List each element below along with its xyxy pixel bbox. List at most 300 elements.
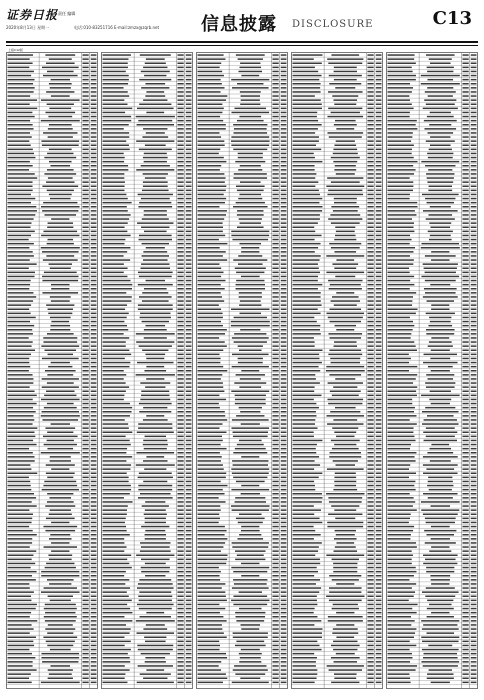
table-cell-text	[430, 321, 451, 323]
table-cell-text	[376, 673, 382, 675]
table-cell-text	[103, 333, 124, 335]
table-cell-text	[8, 136, 32, 138]
table-cell-text	[8, 366, 31, 368]
table-cell-text	[272, 280, 278, 282]
table-cell-text	[198, 333, 226, 335]
table-cell-text	[237, 120, 264, 122]
table-cell-text	[82, 153, 88, 155]
table-cell-text	[177, 218, 183, 220]
table-cell-text	[471, 190, 477, 192]
table-cell-text	[103, 669, 130, 671]
table-cell-text	[233, 637, 268, 639]
table-cell-text	[91, 132, 97, 134]
table-cell-text	[8, 132, 30, 134]
table-cell-text	[281, 140, 287, 142]
table-cell-text	[272, 411, 278, 413]
table-cell-text	[51, 362, 70, 364]
table-cell-text	[462, 657, 468, 659]
table-cell-text	[177, 661, 183, 663]
table-cell-text	[103, 514, 127, 516]
table-cell-text	[272, 673, 278, 675]
table-cell-text	[388, 678, 411, 680]
table-cell-text	[471, 485, 477, 487]
table-cell-text	[462, 407, 468, 409]
table-cell-text	[177, 673, 183, 675]
table-cell-text	[272, 522, 278, 524]
table-cell-text	[146, 378, 164, 380]
table-cell-text	[186, 678, 192, 680]
table-cell-text	[471, 177, 477, 179]
table-cell-text	[186, 661, 192, 663]
table-cell-text	[424, 288, 457, 290]
table-cell-text	[462, 509, 468, 511]
table-cell-text	[141, 567, 170, 569]
table-cell-text	[471, 637, 477, 639]
table-cell-text	[272, 440, 278, 442]
table-cell-text	[367, 313, 373, 315]
table-cell-text	[388, 645, 417, 647]
table-cell-text	[426, 140, 455, 142]
table-cell-text	[328, 218, 362, 220]
table-cell-text	[103, 386, 130, 388]
table-cell-text	[177, 202, 183, 204]
table-cell-text	[376, 222, 382, 224]
table-cell-text	[177, 181, 183, 183]
table-cell-text	[388, 227, 414, 229]
table-cell-text	[388, 366, 418, 368]
table-cell-text	[471, 678, 477, 680]
table-cell-text	[376, 546, 382, 548]
table-cell-text	[462, 382, 468, 384]
table-cell-text	[388, 485, 415, 487]
table-cell-text	[186, 419, 192, 421]
table-cell-text	[103, 181, 125, 183]
table-cell-text	[388, 682, 411, 684]
table-cell-text	[329, 136, 362, 138]
table-cell-text	[367, 600, 373, 602]
table-cell-text	[46, 518, 75, 520]
table-cell-text	[426, 567, 454, 569]
table-cell-text	[186, 505, 192, 507]
table-cell-text	[198, 399, 227, 401]
table-cell-text	[388, 591, 416, 593]
table-cell-text	[328, 190, 362, 192]
table-cell-text	[231, 79, 269, 81]
table-cell-text	[233, 604, 267, 606]
table-cell-text	[331, 157, 360, 159]
table-cell-text	[82, 116, 88, 118]
table-cell-text	[293, 177, 316, 179]
table-cell-text	[471, 620, 477, 622]
table-cell-text	[82, 313, 88, 315]
table-cell-text	[388, 501, 416, 503]
table-cell-text	[376, 259, 382, 261]
table-cell-text	[232, 366, 269, 368]
table-cell-text	[241, 493, 260, 495]
table-cell-text	[139, 345, 172, 347]
table-cell-text	[198, 682, 223, 684]
page-number: C13	[432, 8, 472, 29]
table-cell-text	[329, 83, 361, 85]
table-cell-text	[103, 493, 130, 495]
table-cell-text	[471, 83, 477, 85]
table-cell-text	[91, 259, 97, 261]
table-cell-text	[388, 559, 412, 561]
table-cell-text	[272, 91, 278, 93]
table-cell-text	[82, 71, 88, 73]
table-cell-text	[144, 514, 167, 516]
table-cell-text	[376, 272, 382, 274]
table-cell-text	[177, 206, 183, 208]
table-cell-text	[376, 616, 382, 618]
table-cell-text	[186, 411, 192, 413]
table-cell-text	[388, 534, 411, 536]
table-cell-text	[43, 202, 77, 204]
table-cell-text	[50, 165, 70, 167]
table-cell-text	[82, 280, 88, 282]
table-cell-text	[272, 403, 278, 405]
table-cell-text	[49, 514, 72, 516]
table-cell-text	[177, 214, 183, 216]
table-cell-text	[177, 284, 183, 286]
table-cell-text	[428, 366, 453, 368]
table-cell-text	[272, 202, 278, 204]
table-cell-text	[103, 473, 127, 475]
table-cell-text	[376, 370, 382, 372]
table-cell-text	[45, 604, 76, 606]
table-cell-text	[471, 440, 477, 442]
table-cell-text	[48, 309, 73, 311]
table-cell-text	[293, 653, 315, 655]
table-cell-text	[186, 374, 192, 376]
table-cell-text	[186, 399, 192, 401]
table-cell-text	[293, 559, 320, 561]
table-cell-text	[388, 321, 414, 323]
table-cell-text	[140, 673, 171, 675]
table-cell-text	[281, 657, 287, 659]
table-cell-text	[388, 399, 413, 401]
table-cell-text	[82, 251, 88, 253]
table-cell-text	[145, 501, 165, 503]
table-cell-text	[367, 108, 373, 110]
table-cell-text	[376, 198, 382, 200]
table-cell-text	[91, 591, 97, 593]
table-cell-text	[272, 263, 278, 265]
table-cell-text	[91, 637, 97, 639]
table-cell-text	[367, 481, 373, 483]
table-cell-text	[103, 653, 128, 655]
table-cell-text	[82, 157, 88, 159]
table-cell-text	[82, 427, 88, 429]
table-cell-text	[330, 358, 360, 360]
table-cell-text	[462, 288, 468, 290]
table-cell-text	[186, 673, 192, 675]
table-cell-text	[91, 300, 97, 302]
table-cell-text	[281, 550, 287, 552]
table-cell-text	[198, 194, 224, 196]
table-cell-text	[429, 186, 452, 188]
table-cell-text	[423, 464, 458, 466]
table-cell-text	[8, 169, 30, 171]
table-cell-text	[198, 628, 223, 630]
table-cell-text	[198, 587, 222, 589]
table-cell-text	[186, 600, 192, 602]
table-cell-text	[8, 300, 34, 302]
table-cell-text	[471, 325, 477, 327]
table-cell-text	[103, 542, 125, 544]
table-cell-text	[293, 75, 322, 77]
table-cell-text	[431, 682, 450, 684]
table-cell-text	[281, 419, 287, 421]
table-cell-text	[82, 579, 88, 581]
table-cell-text	[471, 452, 477, 454]
table-cell-text	[367, 140, 373, 142]
table-cell-text	[48, 555, 72, 557]
table-cell-text	[471, 649, 477, 651]
table-cell-text	[367, 628, 373, 630]
table-cell-text	[198, 296, 222, 298]
table-cell-text	[462, 559, 468, 561]
table-cell-text	[177, 407, 183, 409]
table-cell-text	[186, 440, 192, 442]
table-cell-text	[421, 247, 460, 249]
table-cell-text	[427, 71, 453, 73]
table-cell-text	[471, 354, 477, 356]
table-cell-text	[462, 366, 468, 368]
table-cell-text	[233, 579, 267, 581]
table-cell-text	[431, 259, 449, 261]
table-cell-text	[103, 550, 125, 552]
table-cell-text	[198, 104, 223, 106]
table-cell-text	[177, 54, 183, 56]
table-cell-text	[103, 641, 131, 643]
table-cell-text	[186, 263, 192, 265]
table-cell-text	[8, 620, 38, 622]
table-cell-text	[82, 522, 88, 524]
table-cell-text	[336, 624, 354, 626]
table-cell-text	[8, 304, 32, 306]
table-cell-text	[142, 255, 169, 257]
table-cell-text	[376, 116, 382, 118]
table-cell-text	[91, 194, 97, 196]
table-cell-text	[367, 419, 373, 421]
table-cell-text	[281, 456, 287, 458]
table-cell-text	[232, 473, 269, 475]
table-cell-text	[329, 288, 362, 290]
table-cell-text	[8, 194, 31, 196]
table-cell-text	[376, 79, 382, 81]
table-cell-text	[388, 313, 416, 315]
table-cell-text	[8, 481, 31, 483]
table-cell-text	[329, 350, 361, 352]
table-cell-text	[239, 440, 262, 442]
table-cell-text	[138, 206, 172, 208]
table-cell-text	[44, 173, 76, 175]
table-cell-text	[471, 653, 477, 655]
table-cell-text	[328, 317, 363, 319]
table-cell-text	[91, 325, 97, 327]
table-cell-text	[376, 600, 382, 602]
table-cell-text	[376, 235, 382, 237]
table-cell-text	[272, 231, 278, 233]
table-cell-text	[330, 452, 362, 454]
table-cell-text	[293, 276, 318, 278]
table-cell-text	[186, 481, 192, 483]
table-cell-text	[177, 600, 183, 602]
table-cell-text	[326, 493, 364, 495]
table-cell-text	[177, 587, 183, 589]
table-cell-text	[281, 276, 287, 278]
table-cell-text	[91, 509, 97, 511]
table-cell-text	[198, 391, 225, 393]
table-cell-text	[82, 403, 88, 405]
table-cell-text	[91, 448, 97, 450]
table-cell-text	[103, 75, 129, 77]
table-cell-text	[103, 280, 131, 282]
table-cell-text	[367, 395, 373, 397]
table-cell-text	[281, 391, 287, 393]
table-cell-text	[462, 522, 468, 524]
table-cell-text	[462, 214, 468, 216]
table-cell-text	[140, 550, 171, 552]
table-cell-text	[367, 181, 373, 183]
table-cell-text	[367, 468, 373, 470]
table-cell-text	[326, 555, 364, 557]
table-cell-text	[186, 501, 192, 503]
table-cell-text	[281, 538, 287, 540]
table-cell-text	[138, 423, 172, 425]
table-cell-text	[103, 559, 128, 561]
table-cell-text	[41, 575, 79, 577]
table-cell-text	[186, 140, 192, 142]
table-cell-text	[334, 67, 357, 69]
table-cell-text	[272, 485, 278, 487]
table-cell-text	[198, 534, 225, 536]
table-cell-text	[8, 559, 32, 561]
table-cell-text	[146, 58, 165, 60]
table-cell-text	[8, 382, 34, 384]
table-cell-text	[177, 354, 183, 356]
table-cell-text	[471, 628, 477, 630]
table-cell-text	[232, 354, 269, 356]
table-cell-text	[8, 587, 30, 589]
table-cell-text	[145, 534, 167, 536]
table-cell-text	[471, 542, 477, 544]
table-cell-text	[186, 649, 192, 651]
table-cell-text	[177, 509, 183, 511]
table-cell-text	[423, 362, 457, 364]
table-cell-text	[198, 657, 228, 659]
table-cell-text	[241, 95, 260, 97]
table-cell-text	[272, 645, 278, 647]
table-cell-text	[376, 276, 382, 278]
table-cell-text	[426, 571, 454, 573]
table-cell-text	[293, 272, 321, 274]
table-cell-text	[237, 538, 263, 540]
table-cell-text	[177, 649, 183, 651]
table-cell-text	[146, 247, 165, 249]
table-cell-text	[103, 571, 126, 573]
table-cell-text	[462, 563, 468, 565]
table-cell-text	[388, 95, 410, 97]
table-cell-text	[8, 83, 34, 85]
table-cell-text	[82, 423, 88, 425]
table-cell-text	[236, 202, 265, 204]
table-cell-text	[46, 91, 74, 93]
table-cell-text	[91, 161, 97, 163]
table-cell-text	[272, 682, 278, 684]
table-cell-text	[293, 436, 314, 438]
table-cell-text	[293, 669, 318, 671]
table-cell-text	[103, 153, 124, 155]
table-cell-text	[8, 280, 31, 282]
table-cell-text	[143, 259, 168, 261]
table-cell-text	[376, 608, 382, 610]
table-cell-text	[234, 583, 267, 585]
table-cell-text	[462, 198, 468, 200]
table-cell-text	[272, 608, 278, 610]
table-cell-text	[376, 665, 382, 667]
table-cell-text	[367, 587, 373, 589]
table-cell-text	[272, 399, 278, 401]
table-cell-text	[281, 530, 287, 532]
table-cell-text	[186, 542, 192, 544]
table-cell-text	[177, 161, 183, 163]
table-cell-text	[103, 317, 127, 319]
table-cell-text	[103, 591, 127, 593]
table-cell-text	[91, 181, 97, 183]
table-cell-text	[103, 231, 128, 233]
table-cell-text	[428, 481, 453, 483]
table-cell-text	[177, 612, 183, 614]
table-cell-text	[198, 501, 226, 503]
table-cell-text	[462, 370, 468, 372]
table-cell-text	[388, 571, 417, 573]
table-cell-text	[367, 251, 373, 253]
table-cell-text	[334, 239, 356, 241]
table-cell-text	[136, 169, 174, 171]
table-cell-text	[367, 637, 373, 639]
table-cell-text	[177, 198, 183, 200]
table-cell-text	[376, 140, 382, 142]
table-cell-text	[333, 419, 357, 421]
table-cell-text	[388, 370, 409, 372]
table-cell-text	[421, 243, 459, 245]
table-cell-text	[330, 391, 361, 393]
table-cell-text	[462, 530, 468, 532]
table-cell-text	[91, 657, 97, 659]
table-cell-text	[333, 628, 358, 630]
table-cell-text	[272, 75, 278, 77]
table-cell-text	[91, 497, 97, 499]
table-cell-text	[336, 436, 354, 438]
table-cell-text	[471, 132, 477, 134]
table-cell-text	[8, 374, 33, 376]
table-cell-text	[376, 71, 382, 73]
table-cell-text	[462, 227, 468, 229]
table-cell-text	[198, 251, 226, 253]
table-cell-text	[91, 382, 97, 384]
table-cell-text	[8, 386, 30, 388]
table-cell-text	[233, 436, 268, 438]
table-cell-text	[234, 173, 267, 175]
table-cell-text	[462, 460, 468, 462]
table-cell-text	[177, 542, 183, 544]
table-cell-text	[198, 559, 228, 561]
table-cell-text	[82, 489, 88, 491]
table-cell-text	[281, 587, 287, 589]
table-cell-text	[388, 272, 410, 274]
